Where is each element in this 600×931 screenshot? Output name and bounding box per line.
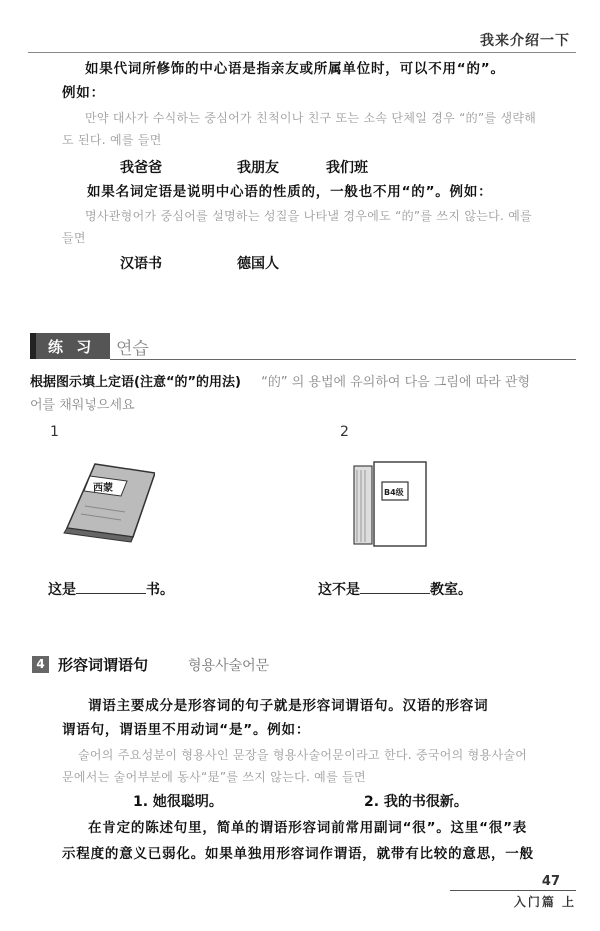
example-item: 我们班 bbox=[326, 160, 368, 176]
sentence-suffix: 书。 bbox=[146, 582, 174, 598]
rule1-line2: 例如： bbox=[62, 85, 105, 101]
fill-in-sentence-2 bbox=[318, 579, 472, 599]
section4-korean-line1: 술어의 주요성분이 형용사인 문장을 형용사술어문이라고 한다. 중국어의 형용사술어 bbox=[78, 748, 528, 762]
example-item: 1. 她很聪明。 bbox=[133, 794, 223, 810]
exercise-instruction bbox=[30, 372, 580, 394]
footer-rule bbox=[450, 890, 576, 891]
answer-blank[interactable] bbox=[360, 592, 430, 594]
book-title-text: 西蒙 bbox=[93, 483, 113, 494]
exercise-label: 练 习 bbox=[48, 338, 96, 356]
section4-p1-line1: 谓语主要成分是形容词的句子就是形容词谓语句。汉语的形容词 bbox=[88, 698, 489, 714]
section4-korean-line2: 문에서는 술어부분에 동사“是”를 쓰지 않는다. 예를 들면 bbox=[62, 770, 366, 784]
example-item: 汉语书 bbox=[120, 256, 162, 272]
exercise-number: 1 bbox=[50, 424, 59, 440]
example-item: 2. 我的书很新。 bbox=[364, 794, 468, 810]
example-item: 我爸爸 bbox=[120, 160, 162, 176]
sentence-prefix: 这是 bbox=[48, 582, 76, 598]
rule1-line1: 如果代词所修饰的中心语是指亲友或所属单位时，可以不用“的”。 bbox=[85, 61, 505, 77]
section4-p2-line1: 在肯定的陈述句里，简单的谓语形容词前常用副词“很”。这里“很”表 bbox=[88, 820, 528, 836]
header-rule bbox=[28, 52, 576, 53]
sentence-prefix: 这不是 bbox=[318, 582, 360, 598]
instruction-chinese: 根据图示填上定语(注意“的”的用法) bbox=[30, 375, 241, 390]
book-illustration bbox=[55, 458, 155, 543]
page-number: 47 bbox=[541, 874, 560, 889]
korean-note2-line2: 들면 bbox=[62, 231, 86, 245]
exercise-label-korean: 연습 bbox=[116, 339, 149, 359]
door-illustration bbox=[352, 458, 432, 548]
answer-blank[interactable] bbox=[76, 592, 146, 594]
korean-note1-line1: 만약 대사가 수식하는 중심어가 친척이나 친구 또는 소속 단체일 경우 “的”를 생략해 bbox=[85, 111, 537, 125]
example-item: 我朋友 bbox=[237, 160, 279, 176]
section-title-korean: 형용사술어문 bbox=[188, 658, 270, 674]
exercise-rule bbox=[110, 359, 576, 360]
korean-note1-line2: 도 된다. 예를 들면 bbox=[62, 133, 162, 147]
fill-in-sentence-1 bbox=[48, 579, 174, 599]
example-item: 德国人 bbox=[237, 256, 279, 272]
section-number-badge: 4 bbox=[32, 656, 49, 673]
section4-p2-line2: 示程度的意义已弱化。如果单独用形容词作谓语，就带有比较的意思，一般 bbox=[62, 846, 534, 862]
rule2-line: 如果名词定语是说明中心语的性质的，一般也不用“的”。例如： bbox=[87, 184, 493, 200]
exercise-bar-cap bbox=[30, 333, 36, 359]
section-title: 形容词谓语句 bbox=[58, 656, 149, 674]
sentence-suffix: 教室。 bbox=[430, 582, 472, 598]
exercise-label-bar bbox=[30, 333, 110, 359]
exercise-number: 2 bbox=[340, 424, 349, 440]
book-volume-label: 入门篇 上 bbox=[513, 895, 576, 909]
section4-p1-line2: 谓语句，谓语里不用动词“是”。例如： bbox=[62, 722, 311, 738]
instruction-korean-line2: 어를 채워넣으세요 bbox=[30, 398, 135, 413]
door-sign-text: B4级 bbox=[384, 488, 404, 497]
korean-note2-line1: 명사관형어가 중심어를 설명하는 성질을 나타낼 경우에도 “的”를 쓰지 않는다. 예를 bbox=[85, 209, 533, 223]
running-header-title: 我来介绍一下 bbox=[480, 33, 570, 49]
instruction-korean: “的” 의 용법에 유의하여 다음 그림에 따라 관형 bbox=[261, 375, 531, 390]
